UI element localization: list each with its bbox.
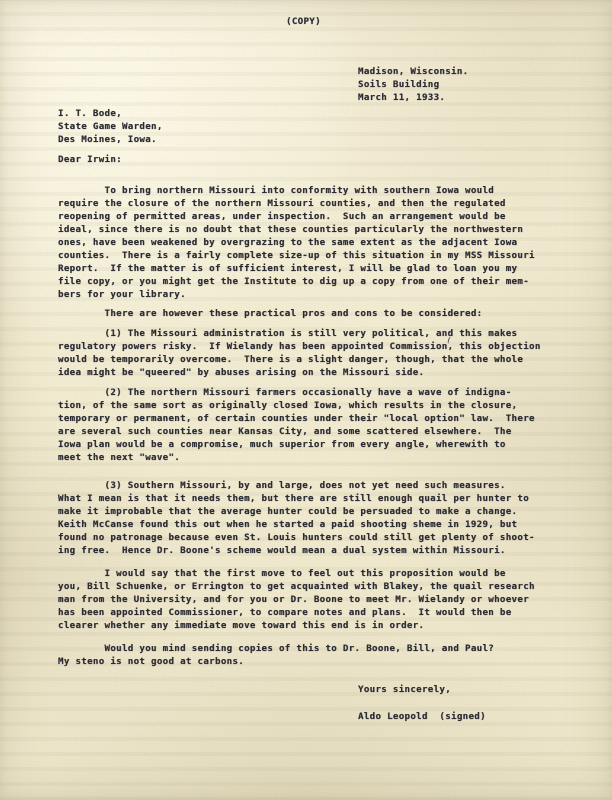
body-line: idea might be "queered" by abuses arising on the Missouri side.	[58, 368, 425, 378]
body-line: (2) The northern Missouri farmers occasionally have a wave of indigna-	[58, 388, 512, 398]
body-line: you, Bill Schuenke, or Errington to get acquainted with Blakey, the quail research	[58, 582, 535, 592]
recipient-name: I. T. Bode,	[58, 109, 122, 119]
body-line: My steno is not good at carbons.	[58, 657, 245, 667]
body-line: are several such counties near Kansas City, and some scattered elsewhere. The	[58, 427, 512, 437]
closing-valediction: Yours sincerely,	[358, 685, 452, 695]
body-line: ideal, since there is no doubt that these counties particularly the northwestern	[58, 225, 524, 235]
body-line: (1) The Missouri administration is still very political, and this makes	[58, 329, 518, 339]
letterhead-building: Soils Building	[358, 80, 440, 90]
body-line: (3) Southern Missouri, by and large, does not yet need such measures.	[58, 481, 506, 491]
body-line: tion, of the same sort as originally closed Iowa, which results in the closure,	[58, 401, 518, 411]
body-line: has been appointed Commissioner, to compare notes and plans. It would then be	[58, 608, 512, 618]
body-line: reopening of permitted areas, under inspection. Such an arrangement would be	[58, 212, 506, 222]
recipient-address: Des Moines, Iowa.	[58, 135, 157, 145]
body-line: ones, have been weakened by overgrazing to the same extent as the adjacent Iowa	[58, 238, 518, 248]
copy-marker: (COPY)	[286, 17, 321, 27]
body-line: require the closure of the northern Missouri counties, and then the regulated	[58, 199, 506, 209]
body-line: ing free. Hence Dr. Boone's scheme would mean a dual system within Missouri.	[58, 546, 506, 556]
body-line: Report. If the matter is of sufficient interest, I will be glad to loan you my	[58, 264, 518, 274]
recipient-title: State Game Warden,	[58, 122, 163, 132]
body-line: bers for your library.	[58, 290, 186, 300]
body-line: meet the next "wave".	[58, 453, 181, 463]
body-line: There are however these practical pros and cons to be considered:	[58, 309, 483, 319]
body-line: To bring northern Missouri into conformity with southern Iowa would	[58, 186, 495, 196]
body-line: would be temporarily overcome. There is a slight danger, though, that the whole	[58, 355, 524, 365]
body-line: I would say that the first move to feel out this proposition would be	[58, 569, 506, 579]
letterhead-date: March 11, 1933.	[358, 93, 446, 103]
body-line: file copy, or you might get the Institute to dig up a copy from one of their mem-	[58, 277, 530, 287]
body-line: counties. There is a fairly complete size-up of this situation in my MSS Missouri	[58, 251, 535, 261]
body-line: Would you mind sending copies of this to Dr. Boone, Bill, and Paul?	[58, 644, 495, 654]
body-line: make it improbable that the average hunter could be persuaded to make a change.	[58, 507, 518, 517]
letterhead-city-state: Madison, Wisconsin.	[358, 67, 469, 77]
body-line: Keith McCanse found this out when he started a paid shooting sheme in 1929, but	[58, 520, 518, 530]
body-line: found no patronage because even St. Louis hunters could still get plenty of shoot-	[58, 533, 535, 543]
signature-line: Aldo Leopold (signed)	[358, 712, 486, 722]
body-line: man from the University, and for you or Dr. Boone to meet Mr. Wielandy or whoever	[58, 595, 530, 605]
body-line: clearer whether any immediate move toward this end is in order.	[58, 621, 425, 631]
body-line: temporary or permanent, of certain counties under their "local option" law. There	[58, 414, 535, 424]
body-line: Iowa plan would be a compromise, much superior from every angle, wherewith to	[58, 440, 506, 450]
salutation: Dear Irwin:	[58, 155, 122, 165]
body-line: regulatory powers risky. If Wielandy has been appointed Commission, this objection	[58, 342, 541, 352]
body-line: What I mean is that it needs them, but there are still enough quail per hunter to	[58, 494, 530, 504]
